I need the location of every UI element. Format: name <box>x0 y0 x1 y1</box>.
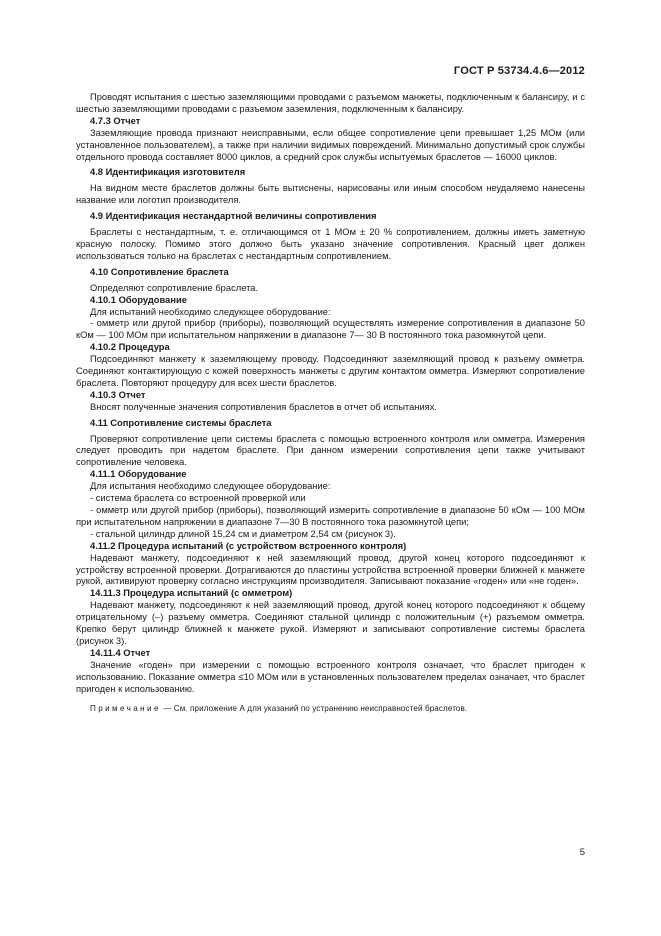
paragraph: Проводят испытания с шестью заземляющими проводами с разъемом манжеты, подключенным к балансиру, и с шестью заземляющими проводами с разъемом заземления, подключенным к балансиру. <box>76 92 585 114</box>
section-heading: 4.10 Сопротивление браслета <box>90 266 229 277</box>
paragraph: Надевают манжету, подсоединяют к ней заземляющий провод, другой конец которого подсоединяют к устройству встроенной проверки. Дотрагиваются до пластины устройства встроенной проверки ближней к манжете рукой, активируют проверку согласно инструкциям производителя. Записывают показание «годен» или «не годен». <box>76 552 585 587</box>
paragraph: Для испытания необходимо следующее оборудование: <box>90 481 331 492</box>
paragraph: - стальной цилиндр длиной 15,24 см и диаметром 2,54 см (рисунок 3). <box>90 528 396 539</box>
document-standard-id: ГОСТ Р 53734.4.6—2012 <box>453 65 585 77</box>
note-text: — См. приложение А для указаний по устранению неисправностей браслетов. <box>160 703 468 713</box>
paragraph: - омметр или другой прибор (приборы), позволяющий измерить сопротивление в диапазоне 50 кОм — 100 МОм при испытательном напряжении в диапазоне 7—30 В постоянного тока разомкнутой цепи; <box>76 505 585 527</box>
section-heading: 4.10.3 Отчет <box>90 389 146 400</box>
section-heading: 4.8 Идентификация изготовителя <box>90 167 246 178</box>
section-heading: 4.11.1 Оборудование <box>90 469 187 480</box>
paragraph: Браслеты с нестандартным, т. е. отличающимся от 1 МОм ± 20 % сопротивлением, должны иметь заметную красную полоску. Помимо этого должно быть указано значение сопротивления. Красный цвет должен использоваться только на браслетах с нестандартным сопротивлением. <box>76 227 585 261</box>
note-lead: Примечание <box>90 703 161 713</box>
paragraph: Проверяют сопротивление цепи системы браслета с помощью встроенного контроля или омметра. Измерения следует проводить при надетом браслете. При данном измерении сопротивления цепи также учитывают сопротивление человека. <box>76 433 585 468</box>
section-heading: 4.11.2 Процедура испытаний (с устройством встроенного контроля) <box>90 540 407 551</box>
document-body <box>76 92 585 714</box>
paragraph: Вносят полученные значения сопротивления браслетов в отчет об испытаниях. <box>90 401 437 412</box>
paragraph: Определяют сопротивление браслета. <box>90 282 259 293</box>
section-heading: 4.10.2 Процедура <box>90 342 170 353</box>
paragraph: На видном месте браслетов должны быть вытиснены, нарисованы или иным способом неудаляемо нанесены название или логотип производителя. <box>76 183 585 206</box>
section-heading: 14.11.4 Отчет <box>90 647 151 658</box>
section-heading: 4.9 Идентификация нестандартной величины сопротивления <box>90 211 377 222</box>
paragraph: Значение «годен» при измерении с помощью встроенного контроля означает, что браслет пригоден к использованию. Показание омметра ≤10 МОм или в установленных пользователем пределах означает, что браслет пригоден к использованию. <box>76 659 585 694</box>
page-number: 5 <box>579 847 585 858</box>
section-heading: 14.11.3 Процедура испытаний (с омметром) <box>90 588 293 599</box>
paragraph: Надевают манжету, подсоединяют к ней заземляющий провод, другой конец которого подсоединяют к общему отрицательному (–) разъему омметра. Соединяют стальной цилиндр с положительным (+) разъемом омметра. Крепко берут цилиндр ближней к манжете рукой. Измеряют и записывают сопротивление системы браслета (рисунок 3). <box>76 600 585 646</box>
note <box>76 703 585 715</box>
paragraph: Заземляющие провода признают неисправными, если общее сопротивление цепи превышает 1,25 МОм (или установленное пользователем), а также при наличии видимых повреждений. Минимально допустимый срок службы отдельного провода составляет 8000 циклов, а средний срок службы испытуемых браслетов — 16000 циклов. <box>76 127 585 162</box>
paragraph: - омметр или другой прибор (приборы), позволяющий осуществлять измерение сопротивления в диапазоне 50 кОм — 100 МОм при испытательном напряжении в диапазоне 7— 30 В постоянного тока разомкнутой цепи. <box>76 318 585 341</box>
section-heading: 4.7.3 Отчет <box>90 115 141 126</box>
section-heading: 4.10.1 Оборудование <box>90 294 187 305</box>
section-heading: 4.11 Сопротивление системы браслета <box>90 417 272 428</box>
paragraph: Подсоединяют манжету к заземляющему проводу. Подсоединяют заземляющий провод к разъему омметра. Соединяют контактирующую с кожей поверхность манжеты с другим контактом омметра. Измеряют сопротивление браслета. Повторяют процедуру для всех шести браслетов. <box>76 354 585 388</box>
paragraph: Для испытаний необходимо следующее оборудование: <box>90 306 331 317</box>
paragraph: - система браслета со встроенной проверкой или <box>90 493 306 504</box>
